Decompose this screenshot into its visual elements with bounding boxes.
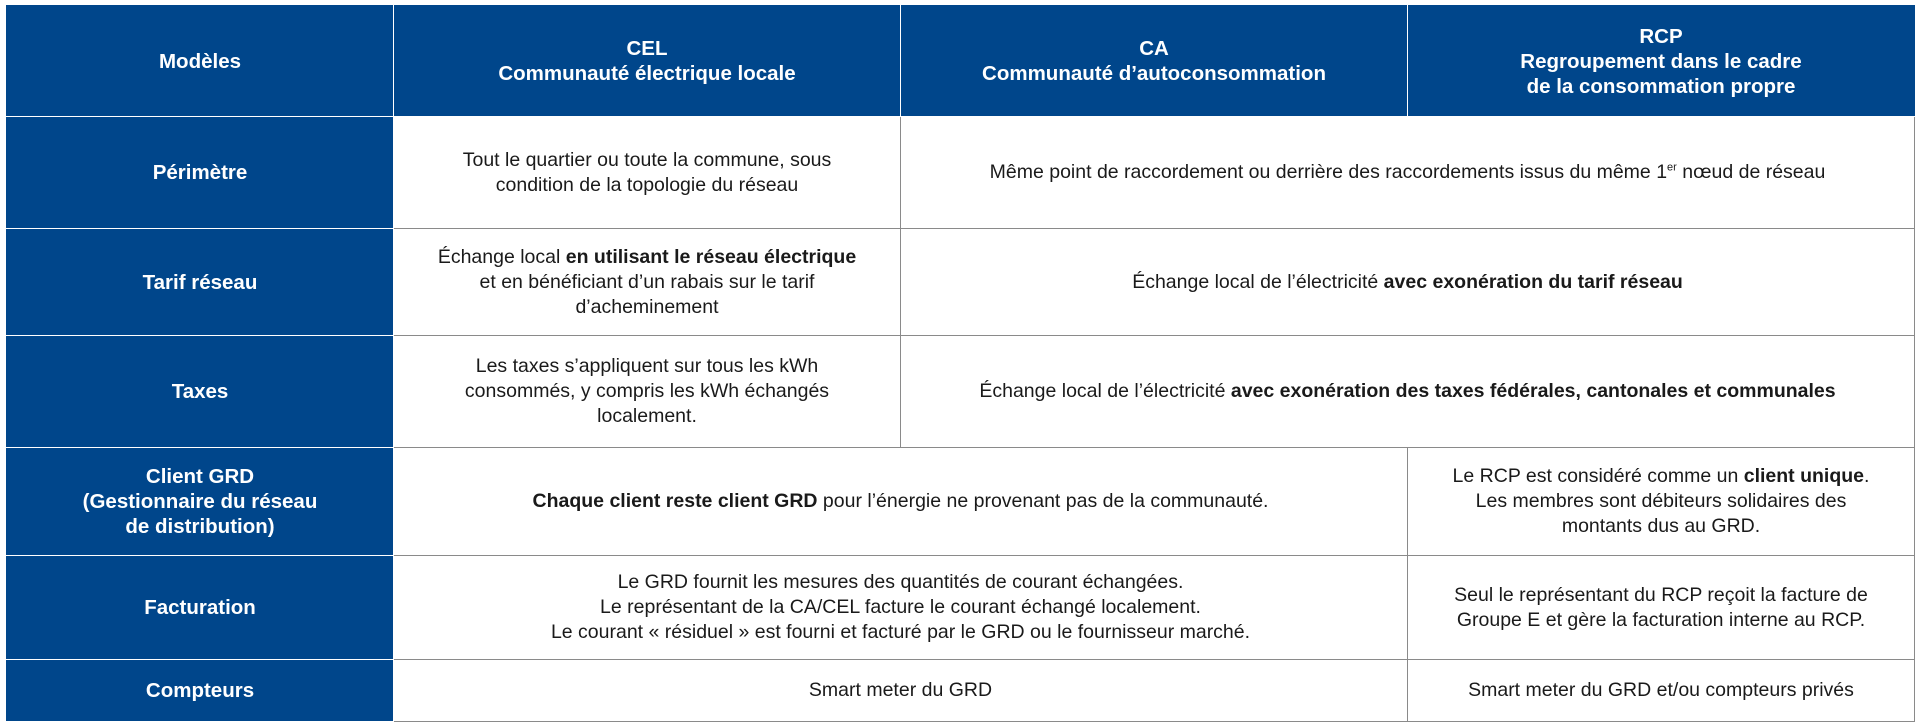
row-label-text: Facturation (144, 596, 256, 619)
cell-text-line: Le GRD fournit les mesures des quantités de courant échangées. (617, 571, 1184, 593)
cell-text-line: condition de la topologie du réseau (495, 173, 799, 196)
row-label-client-grd (7, 448, 394, 556)
cell-text-line: Le courant « résiduel » est fourni et facturé par le GRD ou le fournisseur marché. (550, 621, 1251, 643)
header-rcp-name-line1: Regroupement dans le cadre (1520, 49, 1802, 73)
header-rcp (1408, 6, 1915, 117)
row-label-compteurs (7, 660, 394, 722)
cell-text: Smart meter du GRD et/ou compteurs privés (1468, 679, 1854, 701)
header-row (7, 6, 1915, 117)
cell-text: Échange local de l’électricité (979, 380, 1231, 402)
cell-text-bold: en utilisant le réseau électrique (565, 245, 857, 268)
cell-perimetre-ca-rcp (901, 117, 1915, 229)
row-label-text: de distribution) (125, 515, 275, 538)
cell-text-line: Tout le quartier ou toute la commune, sous (462, 148, 832, 171)
header-models (7, 6, 394, 117)
cell-compteurs-cel-ca (394, 660, 1408, 722)
cell-text: pour l’énergie ne provenant pas de la communauté. (817, 490, 1269, 512)
row-label-text: Périmètre (152, 161, 248, 184)
cell-text: Échange local de l’électricité (1132, 270, 1384, 293)
row-label-text: (Gestionnaire du réseau (82, 490, 318, 513)
models-comparison-table (6, 5, 1915, 722)
row-label-text: Taxes (171, 380, 229, 403)
cell-client-cel-ca (394, 448, 1408, 556)
cell-text-line: Les taxes s’appliquent sur tous les kWh (475, 355, 819, 377)
row-label-tarif-reseau (7, 229, 394, 336)
cell-text-bold: Chaque client reste client GRD (532, 490, 818, 512)
cell-text-line: Le représentant de la CA/CEL facture le courant échangé localement. (600, 596, 1201, 618)
row-facturation (7, 556, 1915, 660)
cell-text: Le RCP est considéré comme un (1452, 465, 1744, 487)
header-cel (394, 6, 901, 117)
cell-text: nœud de réseau (1676, 161, 1826, 183)
row-label-text: Compteurs (145, 679, 255, 702)
cell-tarif-ca-rcp (901, 229, 1915, 336)
cell-text-line: et en bénéficiant d’un rabais sur le tarif (479, 270, 815, 293)
cell-text-line (410, 245, 884, 270)
cell-facturation-cel-ca (394, 556, 1408, 660)
cell-facturation-rcp (1408, 556, 1915, 660)
row-label-text: Tarif réseau (142, 270, 258, 294)
cell-taxes-ca-rcp (901, 336, 1915, 448)
cell-text: . (1864, 465, 1870, 487)
row-compteurs (7, 660, 1915, 722)
cell-text-line: Seul le représentant du RCP reçoit la facture de (1454, 583, 1868, 606)
row-label-taxes (7, 336, 394, 448)
header-rcp-name-line2: de la consommation propre (1526, 74, 1796, 98)
row-taxes (7, 336, 1915, 448)
row-tarif-reseau (7, 229, 1915, 336)
row-label-text: Client GRD (145, 465, 255, 488)
cell-client-rcp (1408, 448, 1915, 556)
cell-tarif-cel (394, 229, 901, 336)
cell-text-bold: avec exonération des taxes fédérales, cantonales et communales (1230, 380, 1836, 402)
cell-text-line: Les membres sont débiteurs solidaires des (1475, 490, 1847, 512)
cell-text: Smart meter du GRD (808, 679, 993, 701)
cell-text-line (1424, 464, 1898, 489)
cell-taxes-cel (394, 336, 901, 448)
cell-text-line: localement. (597, 405, 697, 427)
cell-text-line: consommés, y compris les kWh échangés (464, 380, 830, 402)
header-models-label: Modèles (158, 49, 242, 73)
cell-perimetre-cel (394, 117, 901, 229)
cell-compteurs-rcp (1408, 660, 1915, 722)
superscript-er: er (1667, 161, 1677, 174)
header-ca (901, 6, 1408, 117)
row-label-facturation (7, 556, 394, 660)
row-label-perimetre (7, 117, 394, 229)
cell-text-bold: client unique (1743, 465, 1865, 487)
row-perimetre (7, 117, 1915, 229)
row-client-grd (7, 448, 1915, 556)
header-cel-abbr: CEL (626, 37, 668, 60)
cell-text: Même point de raccordement ou derrière des raccordements issus du même 1 (989, 161, 1668, 183)
header-ca-name: Communauté d’autoconsommation (982, 62, 1326, 85)
cell-text-line: d’acheminement (575, 295, 719, 318)
cell-text: Échange local (437, 245, 566, 268)
header-rcp-abbr: RCP (1639, 24, 1683, 48)
header-cel-name: Communauté électrique locale (498, 62, 796, 85)
cell-text-line: Groupe E et gère la facturation interne au RCP. (1456, 608, 1866, 631)
cell-text-line: montants dus au GRD. (1561, 515, 1761, 537)
header-ca-abbr: CA (1139, 37, 1169, 60)
cell-text-bold: avec exonération du tarif réseau (1383, 270, 1683, 293)
